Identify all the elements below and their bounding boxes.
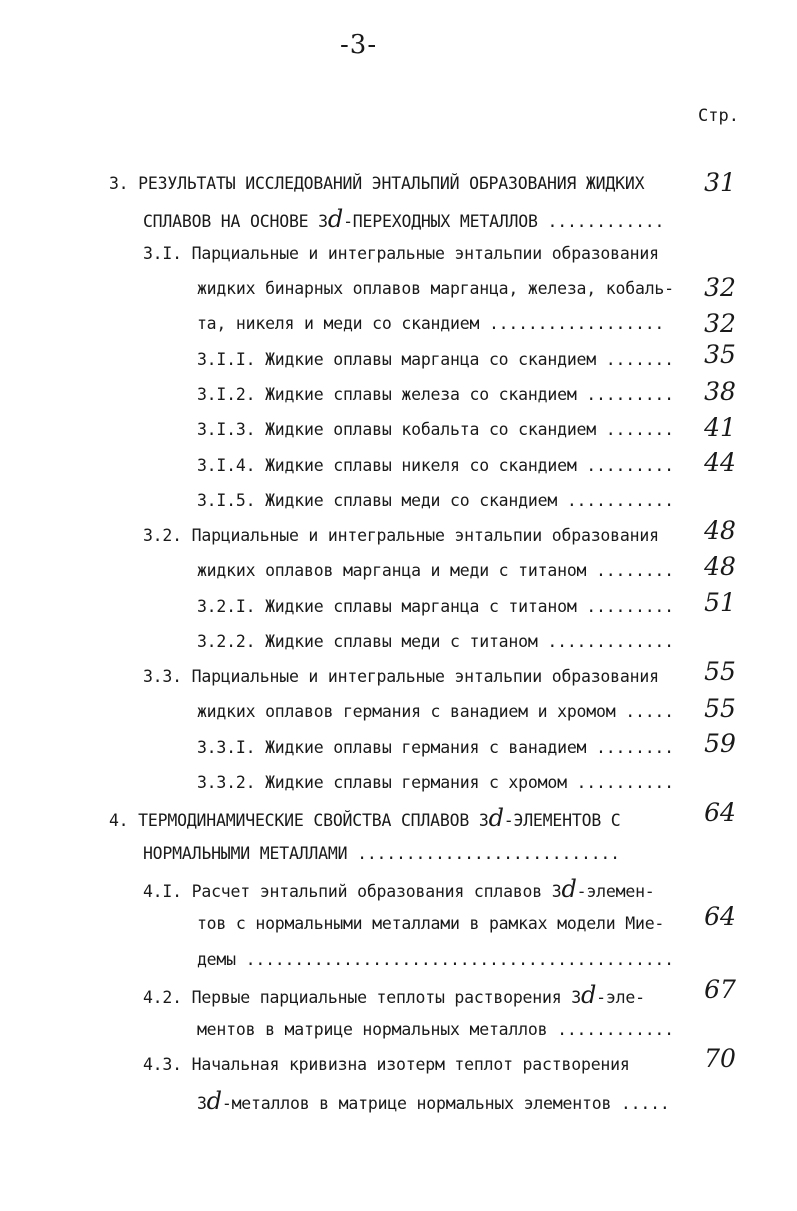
toc-text: -ЭЛЕМЕНТОВ С <box>503 811 621 830</box>
toc-text: 3. РЕЗУЛЬТАТЫ ИССЛЕДОВАНИЙ ЭНТАЛЬПИЙ ОБРАЗОВАНИЯ ЖИДКИХ <box>108 174 645 193</box>
toc-page-number: 51 <box>704 588 736 617</box>
toc-line <box>158 873 665 933</box>
toc-text: 3.3.I. Жидкие оплавы германия с ванадием ........ <box>196 738 674 757</box>
toc-line <box>158 415 674 475</box>
toc-text: 4.3. Начальная кривизна изотерм теплот растворения <box>142 1055 630 1074</box>
toc-line <box>158 520 674 580</box>
toc-text: демы ............................................ <box>196 950 674 969</box>
toc-text: 3.3.2. Жидкие сплавы германия с хромом .......... <box>196 773 674 792</box>
d-symbol: d <box>561 875 577 903</box>
toc-line <box>158 661 674 721</box>
toc-line <box>104 803 620 863</box>
toc-text: ментов в матрице нормальных металлов ............ <box>196 1020 674 1039</box>
toc-line <box>158 309 674 369</box>
toc-page-number: 44 <box>704 448 736 477</box>
toc-text: НОРМАЛЬНЫМИ МЕТАЛЛАМИ ........................... <box>142 844 620 863</box>
toc-page-number: 38 <box>704 377 736 406</box>
toc-line <box>104 626 659 686</box>
toc-line <box>70 133 645 193</box>
toc-line <box>158 556 674 616</box>
toc-page-number: 48 <box>704 516 736 545</box>
toc-line <box>104 944 645 1009</box>
toc-text: 3.2.2. Жидкие сплавы меди с титаном ............. <box>196 632 674 651</box>
toc-line <box>158 909 674 969</box>
page-number: -3- <box>340 30 378 60</box>
toc-text: 3.2.I. Жидкие сплавы марганца с титаном ......... <box>196 597 674 616</box>
page-column-header: Стр. <box>698 106 739 126</box>
toc-line <box>158 1050 670 1115</box>
toc-text: 4.I. Расчет энтальпий образования сплавов 3 <box>142 882 562 901</box>
toc-page-number: 31 <box>704 168 736 197</box>
toc-text: 3.I. Парциальные и интегральные энтальпии образования <box>142 244 659 263</box>
toc-line <box>104 485 659 545</box>
toc-page-number: 35 <box>704 340 736 369</box>
toc-page-number: 70 <box>704 1044 736 1073</box>
toc-line <box>158 450 674 510</box>
d-symbol: d <box>580 981 597 1009</box>
toc-line <box>104 838 655 903</box>
toc-text: 3.I.3. Жидкие оплавы кобальта со скандием ....... <box>196 420 674 439</box>
toc-page-number: 67 <box>704 975 736 1004</box>
toc-line <box>158 344 674 404</box>
toc-page-number: 55 <box>704 657 736 686</box>
toc-line <box>158 238 674 298</box>
toc-text: жидких оплавов германия с ванадием и хромом ..... <box>196 702 674 721</box>
d-symbol: d <box>327 205 344 233</box>
toc-text: -элемен- <box>576 882 655 901</box>
toc-text: 3.I.2. Жидкие сплавы железа со скандием ......... <box>196 385 674 404</box>
toc-text: 3.2. Парциальные и интегральные энтальпии образования <box>142 526 659 545</box>
toc-text: тов с нормальными металлами в рамках модели Мие- <box>196 914 665 933</box>
toc-text: -металлов в матрице нормальных элементов ..... <box>221 1094 670 1113</box>
toc-line <box>158 591 674 651</box>
toc-page-number: 64 <box>704 798 736 827</box>
d-symbol: d <box>488 804 504 832</box>
toc-text: 3.I.I. Жидкие оплавы марганца со скандием ....... <box>196 350 674 369</box>
toc-text: та, никеля и меди со скандием .................. <box>196 314 665 333</box>
toc-text: 4.2. Первые парциальные теплоты растворения 3 <box>142 988 581 1007</box>
toc-line <box>158 732 674 792</box>
toc-line <box>158 979 674 1039</box>
toc-page-number: 55 <box>704 694 736 723</box>
toc-line <box>104 1014 630 1074</box>
d-symbol: d <box>206 1087 222 1115</box>
toc-line <box>158 697 674 757</box>
toc-text: 3.3. Парциальные и интегральные энтальпии образования <box>142 667 659 686</box>
toc-line <box>158 379 674 439</box>
toc-page-number: 32 <box>704 309 736 338</box>
toc-text: -эле- <box>596 988 645 1007</box>
toc-page-number: 48 <box>704 552 736 581</box>
toc-text: 3 <box>196 1094 207 1113</box>
toc-page-number: 59 <box>704 729 736 758</box>
toc-text: -ПЕРЕХОДНЫХ МЕТАЛЛОВ ............ <box>343 212 665 231</box>
toc-line <box>104 168 665 233</box>
toc-text: СПЛАВОВ НА ОСНОВЕ 3 <box>142 212 328 231</box>
toc-text: 3.I.4. Жидкие сплавы никеля со скандием ......... <box>196 456 674 475</box>
toc-text: жидких оплавов марганца и меди с титаном ........ <box>196 561 674 580</box>
toc-page-number: 64 <box>704 902 736 931</box>
toc-text: жидких бинарных оплавов марганца, железа, кобаль- <box>196 279 674 298</box>
toc-text: 4. ТЕРМОДИНАМИЧЕСКИЕ СВОЙСТВА СПЛАВОВ 3 <box>108 811 489 830</box>
toc-page-number: 41 <box>704 413 736 442</box>
toc-line <box>158 273 665 333</box>
toc-text: 3.I.5. Жидкие сплавы меди со скандием ........... <box>196 491 674 510</box>
toc-line <box>70 767 621 832</box>
toc-line <box>104 203 659 263</box>
toc-page-number: 32 <box>704 273 736 302</box>
